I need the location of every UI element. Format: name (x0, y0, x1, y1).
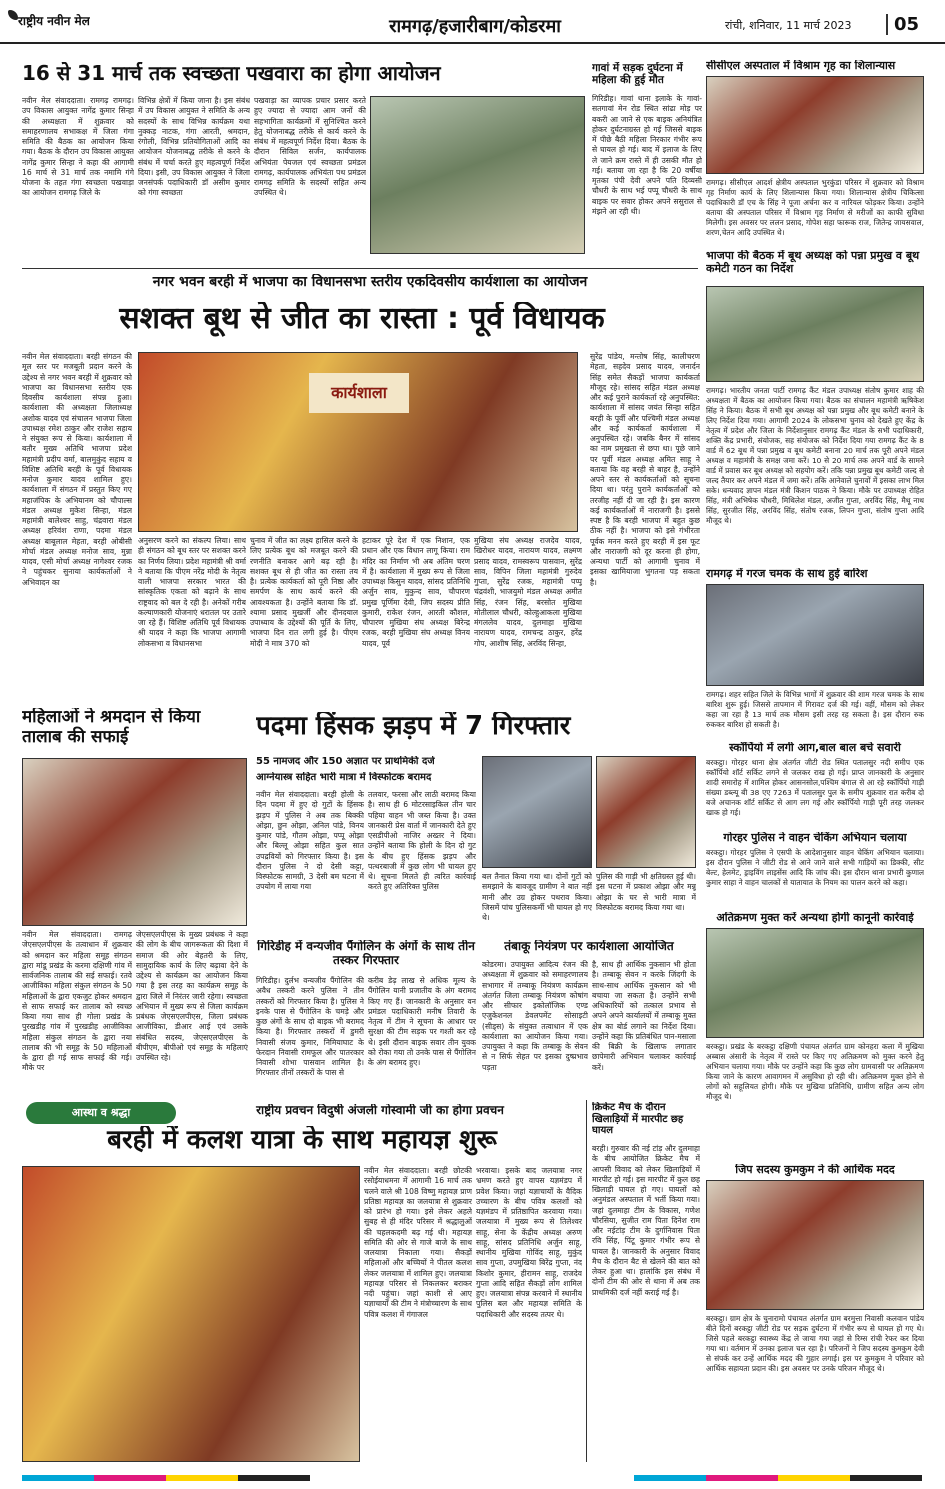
headline-cricket-fight: क्रिकेट मैच के दौरान खिलाड़ियों में मारपीट छह घायल (592, 1102, 684, 1136)
section-tag: आस्था व श्रद्धा (26, 1102, 176, 1124)
article-text: नवीन मेल संवाददाता। बरही छोटकी रसोईयाधमना में आगामी 16 मार्च तक चलने वाले श्री 108 विष्णु महायज्ञ प्राण प्रतिष्ठा महायज्ञ का जलयात्रा से शुक्रवार को प्रारंभ हो गया। इसे लेकर अहले सुबह से ही मंदिर परिसर में श्रद्धालुओं की चहलकदमी बढ़ गई थी। महायज्ञ समिति की ओर से गाजे बाजे के साथ जलयात्रा निकाला गया। सैकड़ों महिलाओं और बच्चियों ने पीतल कलश लेकर जलयात्रा में शामिल हुए। जलयात्रा महायज्ञ परिसर से निकलकर बराकर नदी पहुंचा। जहां काशी से आए यज्ञाचार्यों की टीम ने मंत्रोच्चारण के साथ पवित्र कलश में गंगाजल (364, 1166, 472, 1319)
headline-bjp-meeting: भाजपा की बैठक में बूथ अध्यक्ष को पन्ना प्रमुख व बूथ कमेटी गठन का निर्देश (706, 250, 920, 275)
article-text: बरही। गुरुवार की नई टांड़ और दुलमाहा के बीच आयोजित क्रिकेट मैच में आपसी विवाद को लेकर खिलाड़ियों में मारपीट हो गई। इस मारपीट में कुल छह खिलाड़ी घायल हो गए। घायलों को अनुमंडल अस्पताल में भर्ती किया गया। जहां दुलमाहा टीम के विकास, गणेश चौरसिया, सुजीत राम पिता दिनेश राम और नईटांड़ टीम के दुर्गानिवास पिता रवि सिंह, पिंटू कुमार गंभीर रूप से घायल है। जानकारी के अनुसार विवाद मैच के दौरान बैट से खेलने की बात को लेकर हुआ था। हालांकि इस संबंध में दोनों टीम की ओर से थाना में अब तक प्राथमिकी दर्ज नहीं कराई गई है। (592, 1144, 700, 1297)
foundation-photo (706, 76, 924, 174)
divider (22, 268, 698, 269)
article-text: बल तैनात किया गया था। दोनों गुटों को समझाने के बावजूद ग्रामीण ने बात नहीं मानी और उग्र होकर पथराव किया। जिसमें पांच पुलिसकर्मी भी घायल हो गए थे। (482, 872, 592, 922)
headline-sanitation: 16 से 31 मार्च तक स्वच्छता पखवारा का होगा आयोजन (22, 62, 441, 85)
article-text: नवीन मेल संवाददाता। बरही होली के दिन पदमा में हुए दो गुटों के हिंसक झड़प में पुलिस ने अब तक बिक्की ओझा, छुन ओझा, अनिल पांडे, विनय कुमार पांडे, गौतम ओझा, पप्पू ओझा और बिल्लू ओझा सहित कुल सात उपद्रवियों को गिरफ्तार किया है। इस दौरान पुलिस ने दो देसी कट्टा, विस्फोटक सामग्री, 3 देसी बम घटना में उपयोग में लाया गया (256, 790, 364, 892)
divider (586, 1100, 587, 1462)
kicker-workshop: नगर भवन बरही में भाजपा का विधानसभा स्तरीय एकदिवसीय कार्यशाला का आयोजन (152, 274, 588, 290)
article-text: पुलिस की गाड़ी भी क्षतिग्रस्त हुई थी। इस घटना में प्रकाश ओझा और मन्नू ओझा के घर से भारी मात्रा में विस्फोटक बरामद किया गया था। (596, 872, 696, 912)
article-text: विभिन्न क्षेत्रों में किया जाना है। इस संबंध में उप विकास आयुक्त ने समिति के अन्य सदस्यों के साथ विभिन्न कार्यक्रम यथा नुक्कड़ नाटक, गंगा आरती, श्रमदान, रंगोली, विभिन्न प्रतियोगिताओं आदि का आयोजन योजनाबद्ध तरीके से करने के संबंध में चर्चा करते हुए महत्वपूर्ण निर्देश दिया। इसी, उप विकास आयुक्त ने जिला जनसंपर्क पदाधिकारी डॉ असीम कुमार को गंगा स्वच्छता (138, 96, 250, 198)
article-text: बरकट्ठा। गोरहर थाना क्षेत्र अंतर्गत जीटी रोड स्थित पतालसुर नदी समीप एक स्कॉर्पियो शॉर्ट सर्किट लगने से जलकर राख हो गई। प्राप्त जानकारी के अनुसार शादी समारोह में शामिल होकर आसनसोल,पश्चिम बंगाल से आ रहे स्कॉर्पियो गाड़ी संख्या डब्ल्यू बी 38 एए 7263 में पतालसुर पुल के समीप शुक्रवार रात करीब दो बजे अचानक शॉर्ट सर्किट से आग लग गई और स्कॉर्पियो गाड़ी पूरी तरह जलकर खाक हो गई। (706, 758, 924, 817)
article-text: चुनाव में जीत का लक्ष्य हासिल करने के लिए प्रत्येक बूथ को मजबूत करने की रणनीति बनाकर आगे बढ़ रही है। सशक्त बूथ से ही जीत का रास्ता तय है। प्रत्येक कार्यकर्ता को पूरी निष्ठा और समर्पण के साथ कार्य करने की आवश्यकता है। उन्होंने बताया कि डॉ. श्यामा प्रसाद मुखर्जी और दीनदयाल उपाध्याय के उद्देश्यों की पूर्ति के लिए, भाजपा दिन रात लगी हुई है। पीएम मोदी ने मात्र 370 को (250, 536, 358, 648)
meeting-photo (370, 96, 585, 254)
headline-road-accident: गावां में सड़क दुर्घटना में महिला की हुई मौत (592, 62, 683, 87)
headline-scorpio-fire: स्कॉर्पियो में लगी आग,बाल बाल बचे सवारी (729, 742, 901, 754)
rain-photo (706, 584, 924, 686)
workshop-photo (138, 352, 578, 532)
article-text: भरवाया। इसके बाद जलयात्रा नगर भ्रमण करते हुए वापस यज्ञमंडप में प्रवेश किया। जहां यज्ञाचार्यों के वैदिक उच्चारण के बीच पवित्र कलशों को यज्ञमंडप में प्रतिष्ठापित करवाया गया। जलयात्रा में मुख्य रूप से तिलेश्वर साहू, सेना के केंद्रीय अध्यक्ष अरुण साहू, सांसद प्रतिनिधि अर्जुन साहू, स्थानीय मुखिया गोविंद साहू, मुकुंद साव गुप्ता, उपमुखिया बिरेंद्र गुप्ता, नंद किशोर कुमार, हीरामन साहू, राजदेव गुप्ता आदि सहित सैकड़ों लोग शामिल हुए। जलयात्रा संपन्न करवाने में स्थानीय पुलिस बल और महायज्ञ समिति के पदाधिकारी और सदस्य तत्पर थे। (476, 1166, 582, 1319)
bjp-meeting-photo (706, 286, 924, 382)
article-text: तलवार, फरसा और लाठी बरामद किया है। साथ ही 6 मोटरसाइकिल तीन चार पहिया वाहन भी जब्त किया है। उक्त जानकारी प्रेस वार्ता में जानकारी देते हुए एसडीपीओ नाजिर अख्तर ने दिया। उन्होंने बताया कि होली के दिन दो गुट के बीच हुए हिंसक झड़प और पत्थरबाजी में कुछ लोग भी घायल हुए थे। सूचना मिलते ही त्वरित कार्रवाई करते हुए अतिरिक्त पुलिस (368, 790, 476, 892)
article-text: है, साथ ही आर्थिक नुकसान भी होता है। तम्बाकू सेवन न करके जिंदगी के साथ-साथ आर्थिक नुकसान को भी बचाया जा सकता है। उन्होंने सभी अधिकारियों को तत्काल प्रभाव से अपने अपने कार्यालयों में तम्बाकू मुक्त क्षेत्र का बोर्ड लगाने का निर्देश दिया। उन्होंने कहा कि प्रतिबंधित पान-मसाला की बिक्री के खिलाफ लगातार छापेमारी अभियान चलाकर कार्रवाई करें। (592, 960, 696, 1072)
headline-kalash-yatra: बरही में कलश यात्रा के साथ महायज्ञ शुरू (107, 1126, 497, 1155)
kicker-discourse: राष्ट्रीय प्रवचन विदुषी अंजली गोस्वामी जी का होगा प्रवचन (256, 1104, 504, 1117)
article-text: अनुसरण करने का संकल्प लिया। साथ ही संगठन को बूथ स्तर पर सशक्त करने का निर्णय लिया। प्रदेश महामंत्री श्री वर्मा ने बताया कि पीएम नरेंद्र मोदी के नेतृत्व वाली भाजपा सरकार भारत की सांस्कृतिक एकता को बढ़ाने के साथ राष्ट्रवाद को बल दे रही है। अनेकों गरीब कल्याणकारी योजनाएं धरातल पर उतारे जा रहे हैं। विशिष्ट अतिथि पूर्व विधायक श्री यादव ने कहा कि भाजपा आगामी लोकसभा व विधानसभा (138, 536, 246, 648)
article-text: करीब डेढ़ लाख से अधिक मूल्य के पैंगोलिन यानी प्रजातीय के अंग बरामद किए गए हैं। जानकारी के अनुसार वन प्रमंडल पदाधिकारी मनीष तिवारी के नेतृत्व में टीम ने सूचना के आधार पर सुरक्षा की टीम सड़क पर गश्ती कर रहे थे। इसी दौरान बाइक सवार तीन युवक को रोका गया तो उनके पास से पैंगोलिन के अंग बरामद हुए। (368, 976, 476, 1067)
article-text: पखवाड़ा का व्यापक प्रचार प्रसार करते हुए ज्यादा से ज्यादा आम जनों की सहभागिता कार्यक्रमों में सुनिश्चित करने हेतु योजनाबद्ध तरीके से कार्य करने के संबंध में महत्वपूर्ण निर्देश दिया। बैठक के दौरान सिविल सर्जन, कार्यपालक अभियंता पेयजल एवं स्वच्छता प्रमंडल रामगढ़, कार्यपालक अभियंता पथ प्रमंडल रामगढ़ समिति के सदस्यों सहित अन्य उपस्थित थे। (254, 96, 366, 198)
article-text: बरकट्ठा। गोरहर पुलिस ने एसपी के आदेशानुसार वाहन चेकिंग अभियान चलाया। इस दौरान पुलिस ने जीटी रोड से आने जाने वाले सभी गाड़ियों का डिक्की, सीट बेल्ट, हेलमेट, ड्राइविंग लाइसेंस आदि कि जांच की। इस दौरान थाना प्रभारी कुणाल कुमार साहा ने वाहन चालकों से यातायात के नियम का पालन करने को कहा। (706, 848, 924, 887)
article-text: हटाकर पूरे देश में एक निशान, एक प्रधान और एक विधान लागू किया। राम मंदिर का निर्माण भी अब अंतिम चरण में है। कार्यशाला में मुख्य रूप से जिला उपाध्यक्ष किसुन यादव, सांसद प्रतिनिधि अर्जुन साव, मुकुन्द साव, चौपारण प्रमुख पूर्णिमा देवी, जिप सदस्य प्रीति कुमारी, राकेश रंजन, आरती कौशल, चौपारण मुखिया संघ अध्यक्ष बिरेन्द्र रजक, बरही मुखिया संघ अध्यक्ष विनय यादव, पूर्व (362, 536, 470, 648)
headline-rain: रामगढ़ में गरज चमक के साथ हुई बारिश (706, 568, 868, 580)
article-text: नवीन मेल संवाददाता। बरही संगठन की मूल स्तर पर मजबूती प्रदान करने के उद्देश्य से नगर भवन बरही में शुक्रवार को भाजपा का विधानसभा स्तरीय एक दिवसीय कार्यशाला संपन्न हुआ। कार्यशाला की अध्यक्षता जिलाध्यक्ष अशोक यादव एवं संचालन भाजपा जिला उपाध्यक्ष रमेश ठाकुर और राजेश सहाय ने संयुक्त रूप से किया। कार्यशाला में बतौर मुख्य अतिथि भाजपा प्रदेश महामंत्री प्रदीप वर्मा, बालमुकुंद सहाय व विशिष्ट अतिथि बरही के पूर्व विधायक मनोज कुमार यादव शामिल हुए। कार्यशाला में संगठन में प्रस्तुत किए गए महाजंपिक के अभियानम को चौपाल्स मंडल अध्यक्ष मुकेश सिन्हा, मंडल महामंत्री बालेश्वर साहु, चंद्रवारा मंडल अध्यक्ष हरिवंश राणा, पदमा मंडल अध्यक्ष बाबूलाल मेहता, बरही ओबीसी मोर्चा मंडल अध्यक्ष मनोज साव, मुन्ना यादव, एसी मोर्चा अध्यक्ष नागेश्वर रजक ने पहुंचकर सुनाया कार्यकर्ताओं ने अभिवादन का (22, 352, 132, 587)
headline-tobacco: तंबाकू नियंत्रण पर कार्यशाला आयोजित (504, 940, 674, 953)
subhead-fir: 55 नामजद और 150 अज्ञात पर प्राथमिकी दर्ज (256, 756, 435, 767)
article-text: मुखिया संघ अध्यक्ष राजदेव यादव, खिरोधर यादव, नारायण यादव, लक्ष्मण प्रसाद यादव, रामस्वरूप पासवान, सुरेंद्र साव, विपिन जिला महामंत्री गुरुदेव गुप्ता, सुरेंद्र रजक, महामंत्री पप्पू चंद्रवंशी, भाजयुमो मंडल अध्यक्ष अमीत सिंह, रंजन सिंह, बरसोत मुखिया मोतीलाल चौधरी, कोल्हुआकला मुखिया मंगललेव यादव, दुलमाहा मुखिया नारायण यादव, रामचन्द्र ठाकुर, हरेंद्र गोप, आशीष सिंह, अरविंद सिन्हा, (474, 536, 582, 648)
article-text: रामगढ़। शहर सहित जिले के विभिन्न भागों में शुक्रवार की शाम गरज चमक के साथ बारिश शुरू हुई। जिससे तापमान में गिरावट दर्ज की गई। वहीं, मौसम को लेकर कहा जा रहा है 13 मार्च तक मौसम इसी तरह रह सकता है। इस दौरान रुक रुककर बारिश हो सकती है। (706, 690, 924, 729)
help-photo (706, 1180, 924, 1310)
paper-name: राष्ट्रीय नवीन मेल (18, 14, 90, 28)
banner-text: कार्यशाला (309, 373, 409, 413)
masthead (0, 0, 945, 44)
article-text: बरकट्ठा। प्रखंड के बरकट्ठा दक्षिणी पंचायत अंतर्गत ग्राम कोनहरा कला में मुखिया अब्बास अंसारी के नेतृत्व में रास्ते पर किए गए अतिक्रमण को मुक्त करने हेतु अभियान चलाया गया। मौके पर उन्होंने कहा कि कुछ लोग ग्रामवासी पर अतिक्रमण किया जाने के कारण आवागमन में असुविधा हो रही थी। अतिक्रमण मुक्त होने से लोगों को सहूलियत होगी। मौके पर मुखिया प्रतिनिधि, ग्रामीण सहित अन्य लोग मौजूद थे। (706, 1042, 924, 1101)
article-text: कोडरमा। उपायुक्त आदित्य रंजन की अध्यक्षता में शुक्रवार को समाहरणालय सभागार में तम्बाकू नियंत्रण कार्यक्रम अंतर्गत जिला तम्बाकू नियंत्रण कोषांग और सीफार इकोलॉजिक एण्ड एजुकेशनल डेवलपमेंट सोसाइटी (सीड्स) के संयुक्त तत्वाधान में एक कार्यशाला का आयोजन किया गया। उपायुक्त ने कहा कि तम्बाकू के सेवन से न सिर्फ सेहत पर इसका दुष्प्रभाव पड़ता (482, 960, 588, 1072)
headline-encroachment: अतिक्रमण मुक्त करें अन्यथा होगी कानूनी कार्रवाई (716, 912, 914, 924)
print-registration-strip (22, 1475, 922, 1481)
arrested-photo (596, 756, 696, 868)
headline-pangolin: गिरिडीह में वन्यजीव पैंगोलिन के अंगों के साथ तीन तस्कर गिरफ्तार (257, 940, 475, 967)
article-text: गिरिडीह। दुर्लभ वन्यजीव पैंगोलिन की अवैध तस्करी करने पुलिस ने तीन तस्करों को गिरफ्तार किया है। पुलिस ने इनके पास से पैंगोलिन के चमड़े और कुछ अंगों के साथ दो बाइक भी बरामद किया है। गिरफ्तार तस्करों में डुमरी निवासी संजय कुमार, निमियाघाट के फेरदान निवासी रामफूल और पातरकार निवासी शोभा पासवान शामिल है। गिरफ्तार तीनों तस्करों के पास से (256, 976, 364, 1078)
article-text: सुरेंद्र पांडेय, मन्तोष सिंह, कालीचरण मेहता, सहदेव प्रसाद यादव, जनार्दन सिंह समेत सैकड़ों भाजपा कार्यकर्ता मौजूद रहे। सांसद सहित मंडल अध्यक्ष और कई पुराने कार्यकर्ता रहे अनुपस्थित: कार्यशाला में सांसद जयंत सिन्हा सहित बरही के पूर्वी और पश्चिमी मंडल अध्यक्ष और कई कार्यकर्ता कार्यशाला में अनुपस्थित रहे। जबकि बैनर में सांसद का नाम प्रमुखता से छपा था। पूछे जाने पर पूर्वी मंडल अध्यक्ष अमित साहू ने बताया कि वह बरही से बाहर है, उन्होंने अपने स्तर से कार्यकर्ताओं को सूचना दिया था। परंतु पुराने कार्यकर्ताओं को तरजीह नहीं दी जा रही है। इस कारण कई कार्यकर्ताओं में नाराजगी है। इससे स्पष्ट है कि बरही भाजपा में बहुत कुछ ठीक नहीं है। भाजपा को इसे गंभीरता पूर्वक मनन करते हुए बरही में इस फूट और नाराजगी को दूर करना ही होगा, अन्यथा पार्टी को आगामी चुनाव में इसका खामियाजा भुगतना पड़ सकता है। (590, 352, 700, 587)
article-text: गिरिडीह। गावां थाना इलाके के गावां-सतगावां मेन रोड स्थित सांढा मोड़ पर बकरी आ जाने से एक बाइक अनियंत्रित होकर दुर्घटनाग्रस्त हो गई जिससे बाइक में पीछे बैठी महिला निरकार गंभीर रूप से घायल हो गई। बाद में इलाज के लिए ले जाने क्रम रास्ते में ही उसकी मौत हो गई। बताया जा रहा है कि 20 वर्षीया मृतका पंपी देवी अपने पति दिव्यसी चौधरी के साथ भई पप्पू चौधरी के साथ बाइक पर सवार होकर अपने ससुराल से मंझने आ रही थी। (592, 94, 702, 216)
dateline: रांची, शनिवार, 11 मार्च 2023 (725, 19, 852, 32)
seized-items-photo (482, 756, 592, 868)
article-text: रामगढ़। सीसीएल आदर्श क्षेत्रीय अस्पताल भुरकुंडा परिसर में शुक्रवार को विश्राम गृह निर्माण कार्य के लिए शिलान्यास किया गया। शिलान्यास क्षेत्रीय चिकित्सा पदाधिकारी डॉ एच के सिंह ने पूजा अर्चना कर व नारियल फोड़कर किया। उन्होंने बताया की अस्पताल परिसर में विश्राम गृह निर्माण से मरीजों का काफी सुविधा मिलेगी। इस अवसर पर ललन प्रसाद, गोपेश सहा फारूक राज, जितेन्द्र जायसवाल, शरण,चेतन आदि उपस्थित थे। (706, 178, 924, 237)
headline-pond-cleaning: महिलाओं ने श्रमदान से किया तालाब की सफाई (22, 708, 201, 747)
article-text: रामगढ़। भारतीय जनता पार्टी रामगढ़ कैंट मंडल उपाध्यक्ष संतोष कुमार शाह की अध्यक्षता में बैठक का आयोजन किया गया। बैठक का संचालन महामंत्री ऋषिकेश सिंह ने किया। बैठक में सभी बूथ अध्यक्ष को पन्ना प्रमुख और बूथ कमेटी बनाने के लिए निर्देश दिया गया। आगामी 2024 के लोकसभा चुनाव को देखते हुए केंद्र के नेतृत्व में प्रदेश और जिला के निर्देशानुसार रामगढ़ कैंट मंडल के सभी पदाधिकारी, शक्ति केंद्र प्रभारी, संयोजक, सह संयोजक को निर्देश दिया गया रामगढ़ कैंट के 8 वार्ड में 62 बूथ में पन्ना प्रमुख व बूथ कमेटी बनाना 20 मार्च तक पूरी अपने मंडल अध्यक्ष व महामंत्री के समक्ष जमा करें। 10 से 20 मार्च तक अपने वार्ड के सामने वार्ड में प्रवास कर बूथ अध्यक्ष को सहयोग करें। तकि पन्ना प्रमुख बूथ कमेटी जल्द से जल्द तैयार कर अपने मंडल में जमा करें। तकि आनेवाले चुनावों में इसका लाभ मिल सके। धन्यवाद ज्ञापन मंडल मंत्री किशन पाठक ने किया। मौके पर उपाध्यक्ष रोहित सिंह, मंत्री अभिषेक चौधरी, मिथिलेश मंडल, अजीत गुप्ता, अरविंद सिंह, मैथू नाथ सिंह, सुरजीत सिंह, अरविंद सिंह, संतोष रजक, लिपन गुप्ता, संतोष गुप्ता आदि मौजूद थे। (706, 386, 924, 525)
article-text: नवीन मेल संवाददाता। रामगढ़ रामगढ़। उप विकास आयुक्त नागेंद्र कुमार सिन्हा की अध्यक्षता में शुक्रवार को समाहरणालय सभाकक्ष में जिला गंगा समिति की बैठक का आयोजन किया गया। बैठक के दौरान उप विकास आयुक्त नागेंद्र कुमार सिन्हा ने कहा की आगामी 16 मार्च से 31 मार्च तक नमामि गंगे योजना के तहत गंगा स्वच्छता पखवाड़ा का आयोजन रामगढ़ जिले के (22, 96, 134, 198)
headline-strong-booth: सशक्त बूथ से जीत का रास्ता : पूर्व विधायक (119, 302, 605, 336)
encroachment-photo (706, 928, 924, 1038)
headline-ccl-hospital: सीसीएल अस्पताल में विश्राम गृह का शिलान्यास (706, 60, 896, 72)
article-text: नवीन मेल संवाददाता। रामगढ़ जेएसएलपीएस के तत्वाधान में शुक्रवार को श्रमदान कर महिला समूह संगठन द्वारा मांडू प्रखंड के करमा दक्षिणी गांव में सार्वजनिक तालाब की सई सफाई। रतवे आजीविका महिला संकुल संगठन के 50 महिलाओं के द्वारा एकजुट होकर श्रमदान से साफ सफाई कर तालाब को स्वच्छ किया गया साथ ही गोला प्रखंड के पुरखडीह गांव में पुरखडीह आजीविका महिला संकुल संगठन के द्वारा नया तालाब की भी समूह के 50 महिलाओं के द्वारा ही गई साफ सफाई की गई। मौके पर (22, 930, 132, 1073)
headline-financial-help: जिप सदस्य कुमकुम ने की आर्थिक मदद (735, 1164, 895, 1176)
women-cleaning-photo (22, 758, 247, 926)
article-text: बरकट्ठा। ग्राम क्षेत्र के चुनारामो पंचायत अंतर्गत ग्राम बरमुत्ता निवासी कलवान पांडेय बीते दिनों बरकट्ठा जीटी रोड पर सड़क दुर्घटना में गंभीर रूप से घायल हो गए थे। जिसे पहले बरकट्ठा स्वास्थ्य केंद्र ले जाया गया जहां से रिम्स रांची रेफर कर दिया गया था। वर्तमान में उनका इलाज चल रहा है। परिजनों ने जिप सदस्य कुमकुम देवी से संपर्क कर उन्हें आर्थिक मदद की गुहार लगाई। इस पर कुमकुम ने परिवार को आर्थिक सहायता प्रदान की। इस अवसर पर उनके परिजन मौजूद थे। (706, 1314, 924, 1373)
headline-padma-clash: पदमा हिंसक झड़प में 7 गिरफ्तार (256, 712, 571, 741)
kalash-yatra-photo (22, 1166, 360, 1462)
subhead-explosives: आग्नेयास्त्र सहित भारी मात्रा में विस्फोटक बरामद (256, 772, 432, 783)
article-text: जेएसएलपीएस के मुख्य प्रबंधक ने कहा की लोग के बीच जागरूकता की दिशा में समाज की ओर बेहतरी के लिए, सामुदायिक कार्य के लिए बढ़ावा देने के उद्देश्य से कार्यक्रम का आयोजन किया गया है इस तरह का कार्यक्रम समूह के द्वारा जिले में निरंतर जारी रहेगा। स्वच्छता अभियान में मुख्य रूप से जिला कार्यक्रम प्रबंधक जेएसएलपीएस, जिला प्रबंधक आजीविका, डीआर आई एवं उसके संबंधित सदस्य, जेएसएलपीएस के बीपीएम, बीपीओ एवं समूह के महिलाएं उपस्थित रहे। (136, 930, 248, 1062)
headline-vehicle-check: गोरहर पुलिस ने वाहन चेकिंग अभियान चलाया (723, 832, 907, 844)
bird-logo-icon (8, 10, 18, 20)
section-title: रामगढ़/हजारीबाग/कोडरमा (389, 16, 561, 37)
page-number: 05 (886, 14, 919, 35)
